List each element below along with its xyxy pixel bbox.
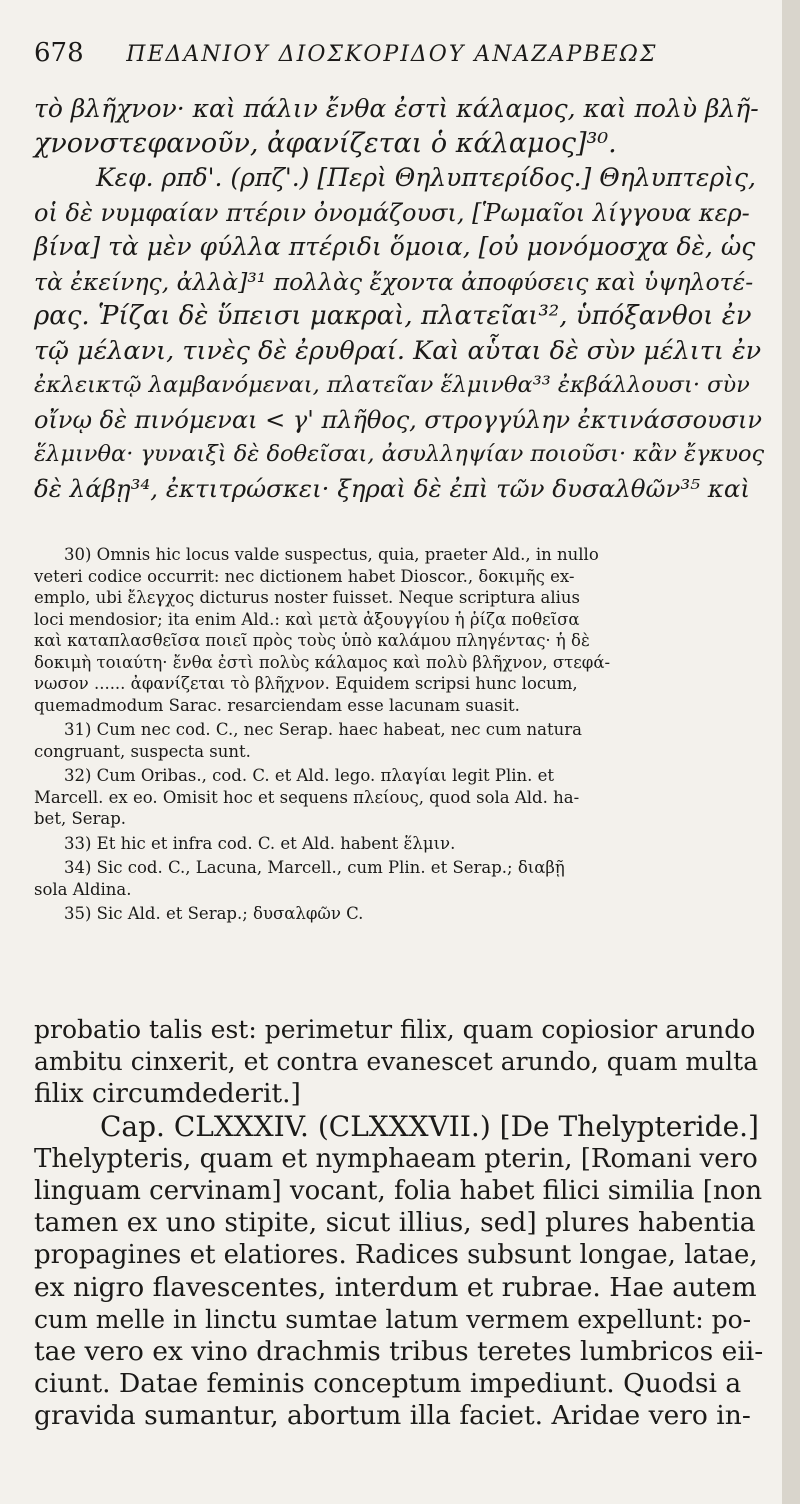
footnote-32 xyxy=(34,765,764,830)
latin-line: cum melle in linctu sumtae latum vermem expellunt: po- xyxy=(34,1304,752,1334)
greek-text xyxy=(34,92,764,506)
greek-line: ἐκλεικτῷ λαμβανόμεναι, πλατεῖαν ἕλμινθα³³ ἐκβάλλουσι· σὺν xyxy=(34,372,750,398)
latin-line: linguam cervinam] vocant, folia habet filici similia [non xyxy=(34,1175,763,1206)
latin-line: Thelypteris, quam et nymphaeam pterin, [Romani vero xyxy=(34,1143,758,1174)
greek-line: τὰ ἐκείνης, ἀλλὰ]³¹ πολλὰς ἔχοντα ἀποφύσεις καὶ ὑψηλοτέ- xyxy=(34,267,754,296)
greek-line: δὲ λάβῃ³⁴, ἐκτιτρώσκει· ξηραὶ δὲ ἐπὶ τῶν δυσαλθῶν³⁵ καὶ xyxy=(34,473,751,503)
footnote-line: congruant, suspecta sunt. xyxy=(34,741,251,761)
running-title: ΠΕΔΑΝΙΟΥ ΔΙΟΣΚΟΡΙΔΟΥ ΑΝΑΖΑΡΒΕΩΣ xyxy=(126,42,658,67)
latin-line: tamen ex uno stipite, sicut illius, sed] plures habentia xyxy=(34,1207,756,1239)
footnote-30 xyxy=(34,544,764,716)
latin-line: ambitu cinxerit, et contra evanescet arundo, quam multa xyxy=(34,1047,759,1077)
latin-line: tae vero ex vino drachmis tribus teretes lumbricos eii- xyxy=(34,1335,764,1367)
greek-line: ρας. Ῥίζαι δὲ ὕπεισι μακραὶ, πλατεῖαι³², ὑπόξανθοι ἐν xyxy=(34,301,752,331)
greek-line: τῷ μέλανι, τινὲς δὲ ἐρυθραί. Καὶ αὗται δὲ σὺν μέλιτι ἐν xyxy=(34,335,762,366)
latin-line: filix circumdederit.] xyxy=(34,1078,301,1110)
greek-line: τὸ βλῆχνον· καὶ πάλιν ἔνθα ἐστὶ κάλαμος, καὶ πολὺ βλῆ- xyxy=(34,94,759,123)
footnote-34 xyxy=(34,857,764,900)
footnote-33 xyxy=(34,833,764,855)
footnote-line: loci mendosior; ita enim Ald.: καὶ μετὰ ἀξουγγίου ἡ ῥίζα ποθεῖσα xyxy=(34,609,580,629)
footnote-line: καὶ καταπλασθεῖσα ποιεῖ πρὸς τοὺς ὑπὸ καλάμου πληγέντας· ἡ δὲ xyxy=(34,631,590,650)
latin-line: probatio talis est: perimetur filix, quam copiosior arundo xyxy=(34,1015,756,1044)
latin-line: ciunt. Datae feminis conceptum impediunt. Quodsi a xyxy=(34,1368,742,1400)
footnote-35 xyxy=(34,903,764,925)
latin-line: propagines et elatiores. Radices subsunt longae, latae, xyxy=(34,1240,758,1271)
footnotes xyxy=(34,544,764,928)
latin-line: gravida sumantur, abortum illa faciet. Aridae vero in- xyxy=(34,1400,751,1432)
footnote-line: 32) Cum Oribas., cod. C. et Ald. lego. πλαγίαι legit Plin. et xyxy=(64,766,555,785)
page-edge xyxy=(782,0,800,1504)
footnote-line: 31) Cum nec cod. C., nec Serap. haec habeat, nec cum natura xyxy=(64,720,582,739)
page-number: 678 xyxy=(34,38,84,68)
footnote-line: 35) Sic Ald. et Serap.; δυσαλφῶν C. xyxy=(64,904,364,923)
footnote-31 xyxy=(34,719,764,762)
greek-line: ἕλμινθα· γυναιξὶ δὲ δοθεῖσαι, ἀσυλληψίαν ποιοῦσι· κἂν ἔγκυος xyxy=(34,441,765,467)
greek-line: οἱ δὲ νυμφαίαν πτέριν ὀνομάζουσι, [Ῥωμαῖοι λίγγουα κερ- xyxy=(34,198,750,227)
footnote-line: emplo, ubi ἔλεγχος dicturus noster fuisset. Neque scriptura alius xyxy=(34,588,581,607)
greek-line: βίνα] τὰ μὲν φύλλα πτέριδι ὅμοια, [οὐ μονόμοσχα δὲ, ὡς xyxy=(34,232,756,261)
footnote-line: quemadmodum Sarac. resarciendam esse lacunam suasit. xyxy=(34,695,520,715)
running-head xyxy=(34,38,754,68)
footnote-line: νωσον ...... ἀφανίζεται τὸ βλῆχνον. Equidem scripsi hunc locum, xyxy=(34,674,578,693)
footnote-line: Marcell. ex eo. Omisit hoc et sequens πλείους, quod sola Ald. ha- xyxy=(34,787,580,807)
greek-line: χνονστεφανοῦν, ἀφανίζεται ὁ κάλαμος]³⁰. xyxy=(34,127,617,159)
greek-line: οἴνῳ δὲ πινόμεναι < γ' πλῆθος, στρογγύλην ἐκτινάσσουσιν xyxy=(34,405,763,434)
footnote-line: 33) Et hic et infra cod. C. et Ald. habent ἕλμιν. xyxy=(64,833,456,853)
latin-text xyxy=(34,1014,764,1432)
latin-line: ex nigro flavescentes, interdum et rubrae. Hae autem xyxy=(34,1271,757,1303)
greek-line: Κεφ. ρπδ'. (ρπζ'.) [Περὶ Θηλυπτερίδος.] Θηλυπτερὶς, xyxy=(96,163,756,192)
footnote-line: bet, Serap. xyxy=(34,809,127,828)
footnote-line: sola Aldina. xyxy=(34,879,132,899)
chapter-heading: Cap. CLXXXIV. (CLXXXVII.) [De Thelypteride.] xyxy=(100,1109,759,1143)
footnote-line: veteri codice occurrit: nec dictionem habet Dioscor., δοκιμῆς ex- xyxy=(34,566,575,586)
footnote-line: 30) Omnis hic locus valde suspectus, quia, praeter Ald., in nullo xyxy=(64,545,599,564)
footnote-line: δοκιμὴ τοιαύτη· ἔνθα ἐστὶ πολὺς κάλαμος καὶ πολὺ βλῆχνον, στεφά- xyxy=(34,652,611,672)
footnote-line: 34) Sic cod. C., Lacuna, Marcell., cum Plin. et Serap.; διαβῇ xyxy=(64,858,565,877)
